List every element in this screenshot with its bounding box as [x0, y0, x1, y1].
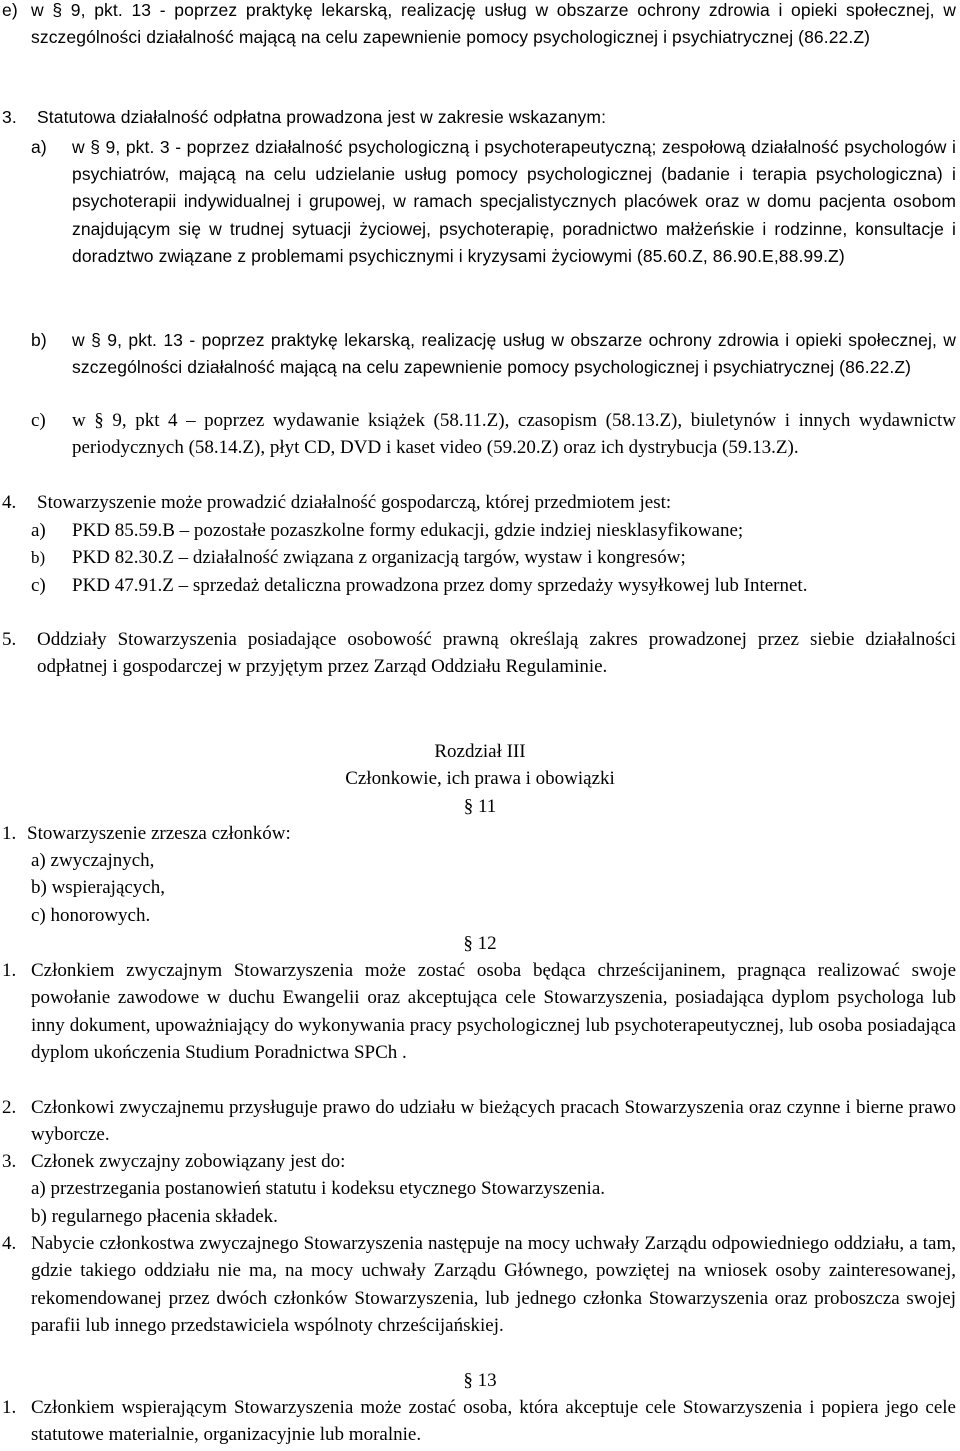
item-text: b) regularnego płacenia składek.	[31, 1206, 278, 1227]
item-text: Statutowa działalność odpłatna prowadzona jest w zakresie wskazanym:	[37, 107, 607, 127]
section-mark: § 13	[463, 1370, 497, 1391]
item-label: 5.	[2, 629, 17, 650]
item-text: Nabycie członkostwa zwyczajnego Stowarzyszenia następuje na mocy uchwały Zarządu odpowiedniego oddziału, a tam, gdzie takiego oddziału nie ma, na mocy uchwały Zarządu Głównego, powziętej na wniosek osoby zainteresowanej, rekomendowanej przez dwóch członków Stowarzyszenia, lub jednego członka Stowarzyszenia oraz proboszcza swojej parafii lub innego przedstawiciela wspólnoty chrześcijańskiej.	[31, 1233, 956, 1336]
item-text: w § 9, pkt 4 – poprzez wydawanie książek (58.11.Z), czasopism (58.13.Z), biuletynów i innych wydawnictw periodycznych (58.14.Z), płyt CD, DVD i kaset video (59.20.Z) oraz ich dystrybucja (59.13.Z).	[72, 410, 956, 459]
item-label: a)	[31, 137, 47, 157]
chapter-title: Rozdział III	[434, 741, 526, 762]
item-text: w § 9, pkt. 13 - poprzez praktykę lekarską, realizację usług w obszarze ochrony zdrowia i opieki społecznej, w szczególności działalność mającą na celu zapewnienie pomocy psychologicznej i psychiatrycznej (86.22.Z)	[31, 0, 956, 48]
section-mark: § 12	[463, 933, 497, 954]
item-text: Członkiem zwyczajnym Stowarzyszenia może zostać osoba będąca chrześcijaninem, pragnąca realizować swoje powołanie zawodowe w duchu Ewangelii oraz akceptująca cele Stowarzyszenia, posiadająca dyplom psychologa lub inny dokument, upoważniający do wykonywania pracy psychologicznej lub psychoterapeutycznej, lub osoba posiadająca dyplom ukończenia Studium Poradnictwa SPCh .	[31, 960, 956, 1063]
item-text: w § 9, pkt. 13 - poprzez praktykę lekarską, realizację usług w obszarze ochrony zdrowia i opieki społecznej, w szczególności działalność mającą na celu zapewnienie pomocy psychologicznej i psychiatrycznej (86.22.Z)	[72, 330, 956, 378]
item-text: Oddziały Stowarzyszenia posiadające osobowość prawną określają zakres prowadzonej przez siebie działalności odpłatnej i gospodarczej w przyjętym przez Zarząd Oddziału Regulaminie.	[37, 629, 956, 678]
item-text: Członkiem wspierającym Stowarzyszenia może zostać osoba, która akceptuje cele Stowarzyszenia i popiera jego cele statutowe materialnie, organizacyjnie lub moralnie.	[31, 1397, 956, 1446]
item-text: PKD 85.59.B – pozostałe pozaszkolne formy edukacji, gdzie indziej niesklasyfikowane;	[72, 520, 744, 541]
item-label: e)	[2, 0, 18, 20]
item-label: 1.	[2, 1397, 17, 1418]
item-label: 2.	[2, 1097, 17, 1118]
item-text: w § 9, pkt. 3 - poprzez działalność psychologiczną i psychoterapeutyczną; zespołową działalność psychologów i psychiatrów, mającą na celu udzielanie usług pomocy psychologicznej (badanie i terapia psychologiczna) i psychoterapii indywidualnej i grupowej, w ramach specjalistycznych placówek oraz w domu pacjenta osobom znajdującym się w trudnej sytuacji życiowej, psychoterapię, poradnictwo małżeńskie i rodzinne, konsultacje i doradztwo związane z problemami psychicznymi i kryzysami życiowymi (85.60.Z, 86.90.E,88.99.Z)	[72, 137, 956, 266]
item-label: 4.	[2, 1233, 17, 1254]
item-text: PKD 47.91.Z – sprzedaż detaliczna prowadzona przez domy sprzedaży wysyłkowej lub Internet.	[72, 575, 808, 596]
item-label: c)	[31, 575, 46, 596]
item-text: c) honorowych.	[31, 905, 151, 926]
item-label: 4.	[2, 492, 17, 513]
item-text: b) wspierających,	[31, 877, 165, 898]
chapter-subtitle: Członkowie, ich prawa i obowiązki	[345, 768, 615, 789]
item-label: b)	[31, 548, 46, 567]
item-text: Stowarzyszenie może prowadzić działalność gospodarczą, której przedmiotem jest:	[37, 492, 672, 513]
item-label: 3.	[2, 107, 17, 127]
item-label: c)	[31, 410, 46, 431]
item-text: a) przestrzegania postanowień statutu i kodeksu etycznego Stowarzyszenia.	[31, 1178, 606, 1199]
item-text: a) zwyczajnych,	[31, 850, 155, 871]
item-text: PKD 82.30.Z – działalność związana z organizacją targów, wystaw i kongresów;	[72, 547, 686, 568]
item-label: a)	[31, 520, 46, 541]
item-label: 1.	[2, 823, 17, 844]
item-text: Członkowi zwyczajnemu przysługuje prawo do udziału w bieżących pracach Stowarzyszenia oraz czynne i bierne prawo wyborcze.	[31, 1097, 956, 1146]
section-mark: § 11	[463, 796, 497, 817]
item-text: Stowarzyszenie zrzesza członków:	[27, 823, 291, 844]
item-text: Członek zwyczajny zobowiązany jest do:	[31, 1151, 346, 1172]
item-label: 3.	[2, 1151, 17, 1172]
item-label: b)	[31, 330, 47, 350]
item-label: 1.	[2, 960, 17, 981]
